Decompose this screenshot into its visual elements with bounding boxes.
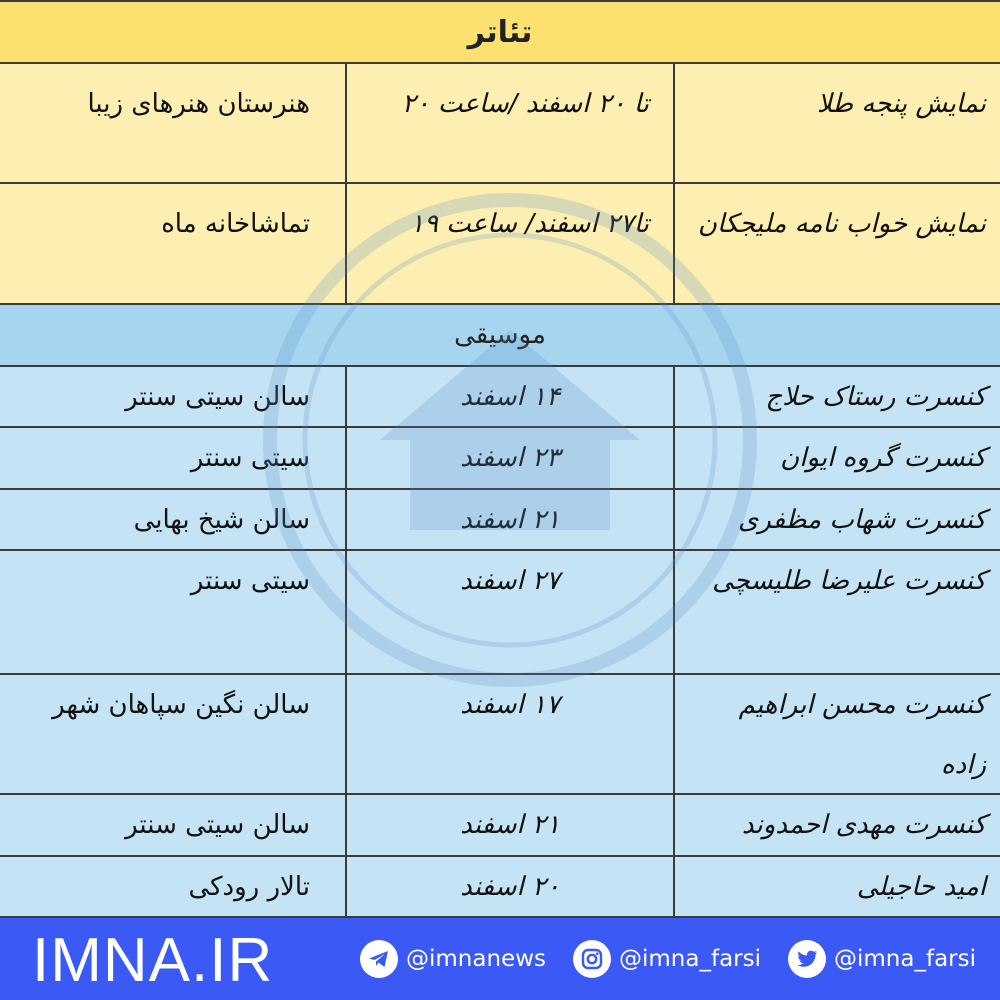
event-name: کنسرت شهاب مظفری: [673, 490, 1000, 549]
event-name: کنسرت گروه ایوان: [673, 428, 1000, 488]
table-row: [0, 64, 1000, 184]
event-date: تا۲۷ اسفند/ ساعت ۱۹: [345, 184, 673, 303]
event-date: تا ۲۰ اسفند /ساعت ۲۰: [345, 64, 673, 182]
twitter-handle: @imna_farsi: [834, 946, 976, 972]
event-venue: تماشاخانه ماه: [161, 209, 310, 239]
table-row: [0, 367, 1000, 428]
event-date: ۲۱ اسفند: [345, 795, 673, 855]
event-venue: سالن نگین سپاهان شهر: [52, 690, 310, 720]
section-header-theatre: [0, 0, 1000, 64]
telegram-icon: [360, 940, 398, 978]
event-date: ۲۷ اسفند: [345, 551, 673, 673]
event-venue: تالار رودکی: [188, 872, 310, 902]
table-row: [0, 675, 1000, 795]
telegram-link[interactable]: [360, 940, 546, 978]
table-row: [0, 184, 1000, 305]
table-row: [0, 428, 1000, 490]
table-row: [0, 857, 1000, 918]
table-row: [0, 795, 1000, 857]
event-venue: سیتی سنتر: [190, 566, 310, 596]
section-header-music: [0, 305, 1000, 367]
twitter-link[interactable]: [788, 940, 976, 978]
event-venue: سالن شیخ بهایی: [133, 505, 310, 535]
section-title-theatre: تئاتر: [467, 14, 533, 50]
telegram-handle: @imnanews: [406, 946, 546, 972]
event-name: امید حاجیلی: [673, 857, 1000, 916]
event-date: ۲۳ اسفند: [345, 428, 673, 488]
table-row: [0, 490, 1000, 551]
event-venue: سالن سیتی سنتر: [125, 810, 310, 840]
footer-bar: [0, 918, 1000, 1000]
event-name: کنسرت مهدی احمدوند: [673, 795, 1000, 855]
event-date: ۱۴ اسفند: [345, 367, 673, 426]
event-name: کنسرت محسن ابراهیم زاده: [673, 675, 1000, 793]
event-name: نمایش خواب نامه ملیجکان: [673, 184, 1000, 303]
event-date: ۲۰ اسفند: [345, 857, 673, 916]
section-title-music: موسیقی: [454, 320, 546, 350]
event-venue: سیتی سنتر: [190, 443, 310, 473]
event-name: کنسرت علیرضا طلیسچی: [673, 551, 1000, 673]
instagram-icon: [573, 940, 611, 978]
event-venue: سالن سیتی سنتر: [125, 382, 310, 412]
event-name: نمایش پنجه طلا: [673, 64, 1000, 182]
event-date: ۱۷ اسفند: [345, 675, 673, 793]
instagram-link[interactable]: [573, 940, 761, 978]
event-venue: هنرستان هنرهای زیبا: [87, 89, 310, 119]
instagram-handle: @imna_farsi: [619, 946, 761, 972]
brand-logo[interactable]: IMNA.IR: [32, 926, 274, 995]
event-date: ۲۱ اسفند: [345, 490, 673, 549]
table-row: [0, 551, 1000, 675]
twitter-icon: [788, 940, 826, 978]
event-name: کنسرت رستاک حلاج: [673, 367, 1000, 426]
